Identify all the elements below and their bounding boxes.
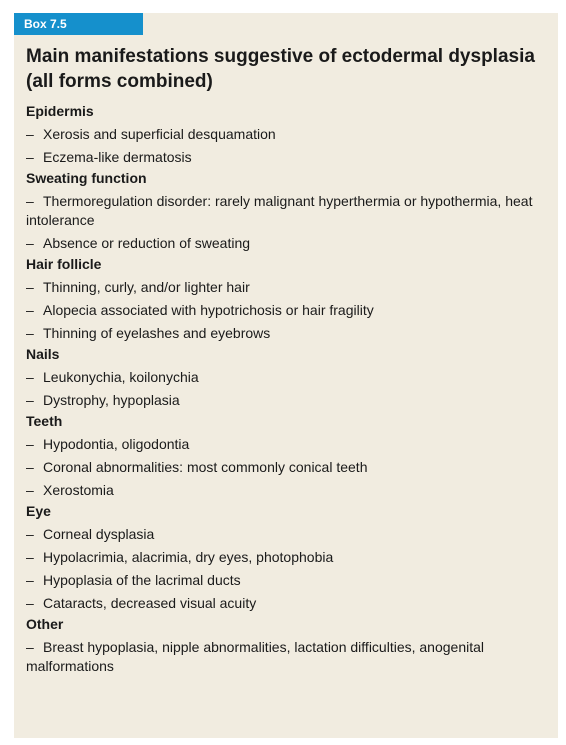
dash-bullet: – (26, 526, 34, 542)
list-item-text: Corneal dysplasia (43, 526, 155, 542)
info-box (14, 13, 558, 738)
box-label: Box 7.5 (14, 13, 143, 35)
list-item-text: Dystrophy, hypoplasia (43, 392, 180, 408)
list-item-text: Eczema-like dermatosis (43, 149, 192, 165)
list-item (26, 192, 546, 230)
item-list (26, 435, 546, 500)
dash-bullet: – (26, 126, 34, 142)
list-item (26, 148, 546, 167)
dash-bullet: – (26, 572, 34, 588)
list-item-text: Thinning, curly, and/or lighter hair (43, 279, 250, 295)
item-list (26, 125, 546, 167)
item-list (26, 368, 546, 410)
dash-bullet: – (26, 436, 34, 452)
list-item (26, 525, 546, 544)
section-heading: Hair follicle (26, 256, 102, 272)
section-eye (26, 501, 546, 613)
list-item-text: Thermoregulation disorder: rarely malignant hyperthermia or hypothermia, heat intolerance (26, 193, 533, 228)
dash-bullet: – (26, 302, 34, 318)
box-title: Main manifestations suggestive of ectodermal dysplasia (all forms combined) (26, 46, 535, 92)
dash-bullet: – (26, 325, 34, 341)
section-heading: Teeth (26, 413, 63, 429)
dash-bullet: – (26, 639, 34, 655)
list-item (26, 435, 546, 454)
section-epidermis (26, 101, 546, 167)
dash-bullet: – (26, 595, 34, 611)
section-heading: Nails (26, 346, 60, 362)
list-item (26, 481, 546, 500)
dash-bullet: – (26, 149, 34, 165)
item-list (26, 192, 546, 253)
list-item (26, 125, 546, 144)
section-sweating-function (26, 168, 546, 253)
list-item (26, 301, 546, 320)
item-list (26, 525, 546, 613)
list-item (26, 548, 546, 567)
list-item (26, 638, 546, 676)
list-item (26, 368, 546, 387)
dash-bullet: – (26, 279, 34, 295)
list-item-text: Hypoplasia of the lacrimal ducts (43, 572, 241, 588)
dash-bullet: – (26, 482, 34, 498)
list-item (26, 391, 546, 410)
dash-bullet: – (26, 459, 34, 475)
list-item-text: Xerosis and superficial desquamation (43, 126, 276, 142)
dash-bullet: – (26, 392, 34, 408)
section-heading: Other (26, 616, 64, 632)
item-list (26, 638, 546, 676)
list-item-text: Hypodontia, oligodontia (43, 436, 190, 452)
list-item-text: Xerostomia (43, 482, 114, 498)
section-other (26, 614, 546, 676)
section-heading: Eye (26, 503, 51, 519)
box-content (26, 101, 546, 677)
list-item-text: Absence or reduction of sweating (43, 235, 251, 251)
section-nails (26, 344, 546, 410)
list-item-text: Cataracts, decreased visual acuity (43, 595, 257, 611)
section-hair-follicle (26, 254, 546, 343)
list-item-text: Coronal abnormalities: most commonly conical teeth (43, 459, 368, 475)
dash-bullet: – (26, 549, 34, 565)
dash-bullet: – (26, 235, 34, 251)
list-item (26, 324, 546, 343)
section-heading: Epidermis (26, 103, 94, 119)
list-item-text: Hypolacrimia, alacrimia, dry eyes, photophobia (43, 549, 334, 565)
dash-bullet: – (26, 369, 34, 385)
list-item (26, 278, 546, 297)
list-item (26, 571, 546, 590)
list-item (26, 458, 546, 477)
list-item (26, 234, 546, 253)
section-teeth (26, 411, 546, 500)
list-item-text: Breast hypoplasia, nipple abnormalities, lactation difficulties, anogenital malformations (26, 639, 485, 674)
list-item (26, 594, 546, 613)
list-item-text: Thinning of eyelashes and eyebrows (43, 325, 271, 341)
item-list (26, 278, 546, 343)
list-item-text: Alopecia associated with hypotrichosis or hair fragility (43, 302, 374, 318)
list-item-text: Leukonychia, koilonychia (43, 369, 199, 385)
section-heading: Sweating function (26, 170, 147, 186)
dash-bullet: – (26, 193, 34, 209)
